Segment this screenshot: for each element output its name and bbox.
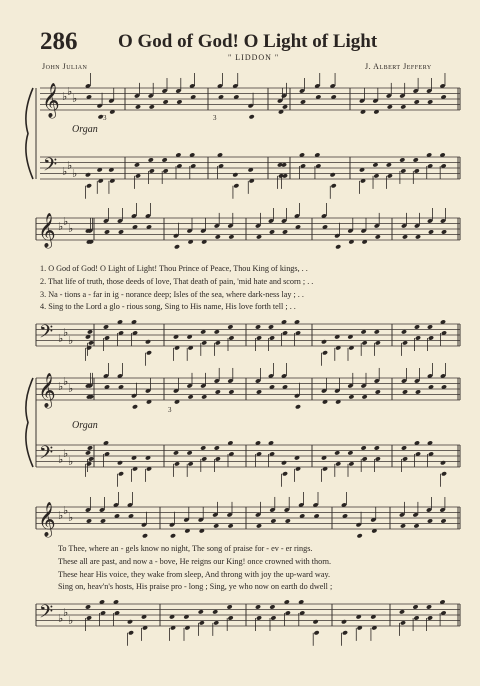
note-head <box>142 533 148 538</box>
note-head <box>342 630 348 635</box>
note-head <box>335 461 341 466</box>
note-head <box>399 609 405 614</box>
flat-sign-icon: ♭ <box>68 222 74 235</box>
note-head <box>163 99 169 104</box>
note-head <box>362 394 368 399</box>
note-head <box>104 229 110 234</box>
flat-sign-icon: ♭ <box>63 447 69 460</box>
note-head <box>427 615 433 620</box>
note-head <box>256 615 262 620</box>
refrain-line-1: To Thee, where an - gels know no night, The song of praise for - ev - er rings. <box>58 544 313 553</box>
note-head <box>375 456 381 461</box>
note-head <box>402 340 408 345</box>
note-head <box>427 324 433 329</box>
note-head <box>201 456 207 461</box>
note-head <box>415 335 421 340</box>
note-head <box>201 394 207 399</box>
treble-clef-icon: 𝄞 <box>38 213 56 248</box>
note-head <box>427 99 433 104</box>
note-head <box>118 471 124 476</box>
note-head <box>402 456 408 461</box>
note-head <box>86 518 92 523</box>
verse-line-4: 4. Sing to the Lord a glo - rious song, Sing to His name, His love forth tell ; . . <box>40 302 296 311</box>
note-head <box>135 173 141 178</box>
note-head <box>428 229 434 234</box>
note-head <box>400 104 406 109</box>
note-head <box>249 114 255 119</box>
note-head <box>132 404 138 409</box>
note-head <box>414 324 420 329</box>
note-head <box>386 162 392 167</box>
note-head <box>201 340 207 345</box>
note-head <box>428 335 434 340</box>
note-head <box>270 615 276 620</box>
note-head <box>331 183 337 188</box>
note-head <box>135 104 141 109</box>
note-head <box>268 324 274 329</box>
note-head <box>85 172 91 177</box>
note-head <box>188 461 194 466</box>
note-head <box>128 630 134 635</box>
note-head <box>228 615 234 620</box>
note-head <box>281 162 287 167</box>
note-head <box>400 168 406 173</box>
note-head <box>214 445 220 450</box>
note-head <box>374 329 380 334</box>
note-head <box>400 523 406 528</box>
note-head <box>255 324 261 329</box>
note-head <box>282 104 288 109</box>
note-head <box>374 445 380 450</box>
bass-clef-icon: 𝄢 <box>39 322 54 347</box>
note-head <box>228 523 234 528</box>
note-head <box>228 335 234 340</box>
note-head <box>174 244 180 249</box>
note-head <box>269 335 275 340</box>
note-head <box>300 99 306 104</box>
flat-sign-icon: ♭ <box>68 511 74 524</box>
note-head <box>188 394 194 399</box>
note-head <box>256 234 262 239</box>
note-head <box>232 172 238 177</box>
note-head <box>413 157 419 162</box>
note-head <box>441 229 447 234</box>
note-head <box>88 340 94 345</box>
organ-label: Organ <box>72 124 98 135</box>
note-head <box>187 450 193 455</box>
note-head <box>228 389 234 394</box>
fingering-number: 3 <box>168 406 172 414</box>
note-head <box>330 172 336 177</box>
note-head <box>176 99 182 104</box>
flat-sign-icon: ♭ <box>63 215 69 228</box>
flat-sign-icon: ♭ <box>58 509 64 522</box>
note-head <box>214 329 220 334</box>
note-head <box>173 450 179 455</box>
note-head <box>227 604 233 609</box>
brace-icon <box>26 88 33 179</box>
note-head <box>348 461 354 466</box>
note-head <box>347 450 353 455</box>
note-head <box>269 604 275 609</box>
flat-sign-icon: ♭ <box>63 504 69 517</box>
flat-sign-icon: ♭ <box>72 167 78 180</box>
note-head <box>148 157 154 162</box>
flat-sign-icon: ♭ <box>67 159 73 172</box>
fingering-number: 3 <box>103 114 107 122</box>
note-head <box>402 234 408 239</box>
note-head <box>387 104 393 109</box>
note-head <box>313 619 319 624</box>
note-head <box>87 445 93 450</box>
note-head <box>321 339 327 344</box>
note-head <box>426 604 432 609</box>
flat-sign-icon: ♭ <box>68 455 74 468</box>
note-head <box>174 461 180 466</box>
note-head <box>85 450 91 455</box>
verse-line-2: 2. That life of truth, those deeds of love, That death of pain, 'mid hate and scorn ; . . <box>40 277 314 286</box>
note-head <box>440 518 446 523</box>
note-head <box>213 620 219 625</box>
note-head <box>200 445 206 450</box>
note-head <box>227 324 233 329</box>
note-head <box>118 229 124 234</box>
note-head <box>228 234 234 239</box>
flat-sign-icon: ♭ <box>68 382 74 395</box>
note-head <box>322 350 328 355</box>
note-head <box>146 350 152 355</box>
note-head <box>149 104 155 109</box>
verse-line-1: 1. O God of God! O Light of Light! Thou Prince of Peace, Thou King of kings, . . <box>40 264 308 273</box>
note-head <box>215 456 221 461</box>
flat-sign-icon: ♭ <box>58 220 64 233</box>
note-head <box>163 168 169 173</box>
note-head <box>401 329 407 334</box>
note-head <box>198 609 204 614</box>
flat-sign-icon: ♭ <box>63 375 69 388</box>
note-head <box>199 620 205 625</box>
note-head <box>256 335 262 340</box>
flat-sign-icon: ♭ <box>68 614 74 627</box>
note-head <box>269 229 275 234</box>
note-head <box>282 229 288 234</box>
refrain-line-2: These all are past, and now a - bove, He reigns our King! once crowned with thorn. <box>58 557 332 566</box>
note-head <box>215 234 221 239</box>
bass-clef-icon: 𝄢 <box>39 602 54 627</box>
flat-sign-icon: ♭ <box>58 380 64 393</box>
note-head <box>361 329 367 334</box>
composer-credit: J. Albert Jeffery <box>365 62 432 71</box>
bass-clef-icon: 𝄢 <box>39 443 54 468</box>
note-head <box>145 339 151 344</box>
note-head <box>334 450 340 455</box>
treble-clef-icon: 𝄞 <box>42 83 60 118</box>
flat-sign-icon: ♭ <box>67 85 73 98</box>
note-head <box>414 99 420 104</box>
note-head <box>212 609 218 614</box>
note-head <box>162 157 168 162</box>
note-head <box>103 324 109 329</box>
note-head <box>295 404 301 409</box>
note-head <box>348 394 354 399</box>
note-head <box>375 389 381 394</box>
note-head <box>86 183 92 188</box>
hymn-number: 286 <box>40 28 78 55</box>
note-head <box>255 604 261 609</box>
brace-icon <box>26 378 33 467</box>
note-head <box>341 619 347 624</box>
note-head <box>372 162 378 167</box>
note-head <box>149 168 155 173</box>
note-head <box>215 340 221 345</box>
note-head <box>213 523 219 528</box>
note-head <box>314 630 320 635</box>
note-head <box>362 340 368 345</box>
note-head <box>399 157 405 162</box>
hymn-title: O God of God! O Light of Light <box>118 31 378 52</box>
note-head <box>86 461 92 466</box>
flat-sign-icon: ♭ <box>58 612 64 625</box>
author-credit: John Julian <box>42 62 88 71</box>
note-head <box>100 518 106 523</box>
flat-sign-icon: ♭ <box>58 332 64 345</box>
note-head <box>414 168 420 173</box>
note-head <box>335 244 341 249</box>
note-head <box>373 173 379 178</box>
refrain-line-3: These hear His voice, they wake from sleep, And throng with joy the up-ward way. <box>58 570 331 579</box>
note-head <box>281 460 287 465</box>
note-head <box>117 460 123 465</box>
note-head <box>427 518 433 523</box>
note-head <box>415 389 421 394</box>
flat-sign-icon: ♭ <box>62 165 68 178</box>
bass-clef-icon: 𝄢 <box>43 155 58 180</box>
fingering-number: 3 <box>213 114 217 122</box>
note-head <box>87 329 93 334</box>
flat-sign-icon: ♭ <box>62 90 68 103</box>
note-head <box>413 615 419 620</box>
note-head <box>256 389 262 394</box>
note-head <box>361 445 367 450</box>
note-head <box>412 604 418 609</box>
note-head <box>233 183 239 188</box>
flat-sign-icon: ♭ <box>68 334 74 347</box>
note-head <box>401 445 407 450</box>
note-head <box>387 173 393 178</box>
note-head <box>400 620 406 625</box>
note-head <box>85 604 91 609</box>
flat-sign-icon: ♭ <box>63 326 69 339</box>
note-head <box>104 335 110 340</box>
note-head <box>415 234 421 239</box>
verse-line-3: 3. Na - tions a - far in ig - norance deep; Isles of the sea, where dark-ness lay ; . . <box>40 290 304 299</box>
note-head <box>282 471 288 476</box>
organ-label: Organ <box>72 420 98 431</box>
note-head <box>88 456 94 461</box>
note-head <box>375 234 381 239</box>
note-head <box>357 533 363 538</box>
note-head <box>215 389 221 394</box>
note-head <box>170 533 176 538</box>
note-head <box>375 340 381 345</box>
note-head <box>285 518 291 523</box>
note-head <box>86 615 92 620</box>
note-head <box>200 329 206 334</box>
note-head <box>270 518 276 523</box>
note-head <box>282 173 288 178</box>
refrain-line-4: Sing on, heav'n's hosts, His praise pro - long ; Sing, ye who now on earth do dwell ; <box>58 582 333 591</box>
flat-sign-icon: ♭ <box>72 92 78 105</box>
note-head <box>413 523 419 528</box>
note-head <box>402 389 408 394</box>
treble-clef-icon: 𝄞 <box>38 373 56 408</box>
tune-name: " LIDDON " <box>228 53 280 62</box>
note-head <box>440 460 446 465</box>
note-head <box>256 523 262 528</box>
note-head <box>362 456 368 461</box>
flat-sign-icon: ♭ <box>63 606 69 619</box>
note-head <box>134 162 140 167</box>
treble-clef-icon: 𝄞 <box>38 502 56 537</box>
note-head <box>127 619 133 624</box>
flat-sign-icon: ♭ <box>58 453 64 466</box>
note-head <box>441 471 447 476</box>
